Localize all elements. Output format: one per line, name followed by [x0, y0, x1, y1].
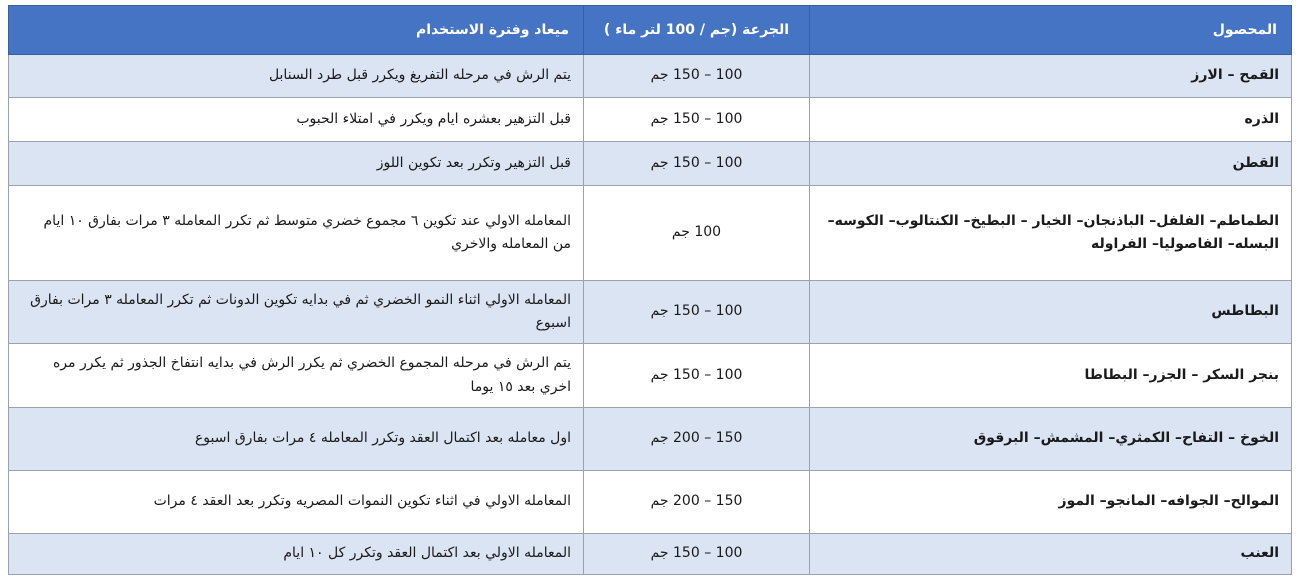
dose-cell: 100 – 150 جم: [584, 344, 810, 408]
table-row: [9, 186, 1292, 281]
timing-cell: يتم الرش في مرحله المجموع الخضري ثم يكرر الرش في بدايه انتفاخ الجذور ثم يكرر مره اخري بعد ١٥ يوما: [9, 344, 584, 408]
table-row: [9, 534, 1292, 575]
timing-cell: قبل التزهير وتكرر بعد تكوين اللوز: [9, 142, 584, 186]
crop-cell: العنب: [810, 534, 1292, 575]
crop-cell: الذره: [810, 98, 1292, 142]
timing-cell: المعامله الاولي في اثناء تكوين النموات المصريه وتكرر بعد العقد ٤ مرات: [9, 471, 584, 534]
dose-cell: 100 – 150 جم: [584, 281, 810, 344]
table-row: [9, 98, 1292, 142]
crop-cell: الخوخ – التفاح– الكمثري– المشمش– البرقوق: [810, 408, 1292, 471]
crop-cell: الموالح– الجوافه– المانجو– الموز: [810, 471, 1292, 534]
dose-cell: 100 – 150 جم: [584, 98, 810, 142]
header-dose: الجرعة (جم / 100 لتر ماء ): [584, 6, 810, 55]
timing-cell: قبل التزهير بعشره ايام ويكرر في امتلاء الحبوب: [9, 98, 584, 142]
dosage-table-container: [8, 5, 1291, 575]
header-timing: ميعاد وفترة الاستخدام: [9, 6, 584, 55]
table-row: [9, 408, 1292, 471]
dose-cell: 100 – 150 جم: [584, 534, 810, 575]
timing-cell: المعامله الاولي بعد اكتمال العقد وتكرر كل ١٠ ايام: [9, 534, 584, 575]
crop-cell: البطاطس: [810, 281, 1292, 344]
crop-cell: بنجر السكر – الجزر– البطاطا: [810, 344, 1292, 408]
dose-cell: 100 – 150 جم: [584, 142, 810, 186]
dose-cell: 100 – 150 جم: [584, 55, 810, 98]
table-row: [9, 142, 1292, 186]
dose-cell: 100 جم: [584, 186, 810, 281]
timing-cell: المعامله الاولي عند تكوين ٦ مجموع خضري متوسط ثم تكرر المعامله ٣ مرات بفارق ١٠ ايام من المعامله والاخري: [9, 186, 584, 281]
crop-cell: الطماطم– الفلفل– الباذنجان– الخيار – البطيخ– الكنتالوب– الكوسه– البسله– الفاصوليا– الفراوله: [810, 186, 1292, 281]
timing-cell: المعامله الاولي اثناء النمو الخضري ثم في بدايه تكوين الدونات ثم تكرر المعامله ٣ مرات بفارق اسبوع: [9, 281, 584, 344]
table-row: [9, 55, 1292, 98]
table-row: [9, 281, 1292, 344]
dose-cell: 150 – 200 جم: [584, 471, 810, 534]
dose-cell: 150 – 200 جم: [584, 408, 810, 471]
crop-cell: القطن: [810, 142, 1292, 186]
timing-cell: يتم الرش في مرحله التفريغ ويكرر قبل طرد السنابل: [9, 55, 584, 98]
table-header-row: [9, 6, 1292, 55]
timing-cell: اول معامله بعد اكتمال العقد وتكرر المعامله ٤ مرات بفارق اسبوع: [9, 408, 584, 471]
table-row: [9, 344, 1292, 408]
dosage-table: [8, 5, 1292, 575]
crop-cell: القمح – الارز: [810, 55, 1292, 98]
header-crop: المحصول: [810, 6, 1292, 55]
table-row: [9, 471, 1292, 534]
